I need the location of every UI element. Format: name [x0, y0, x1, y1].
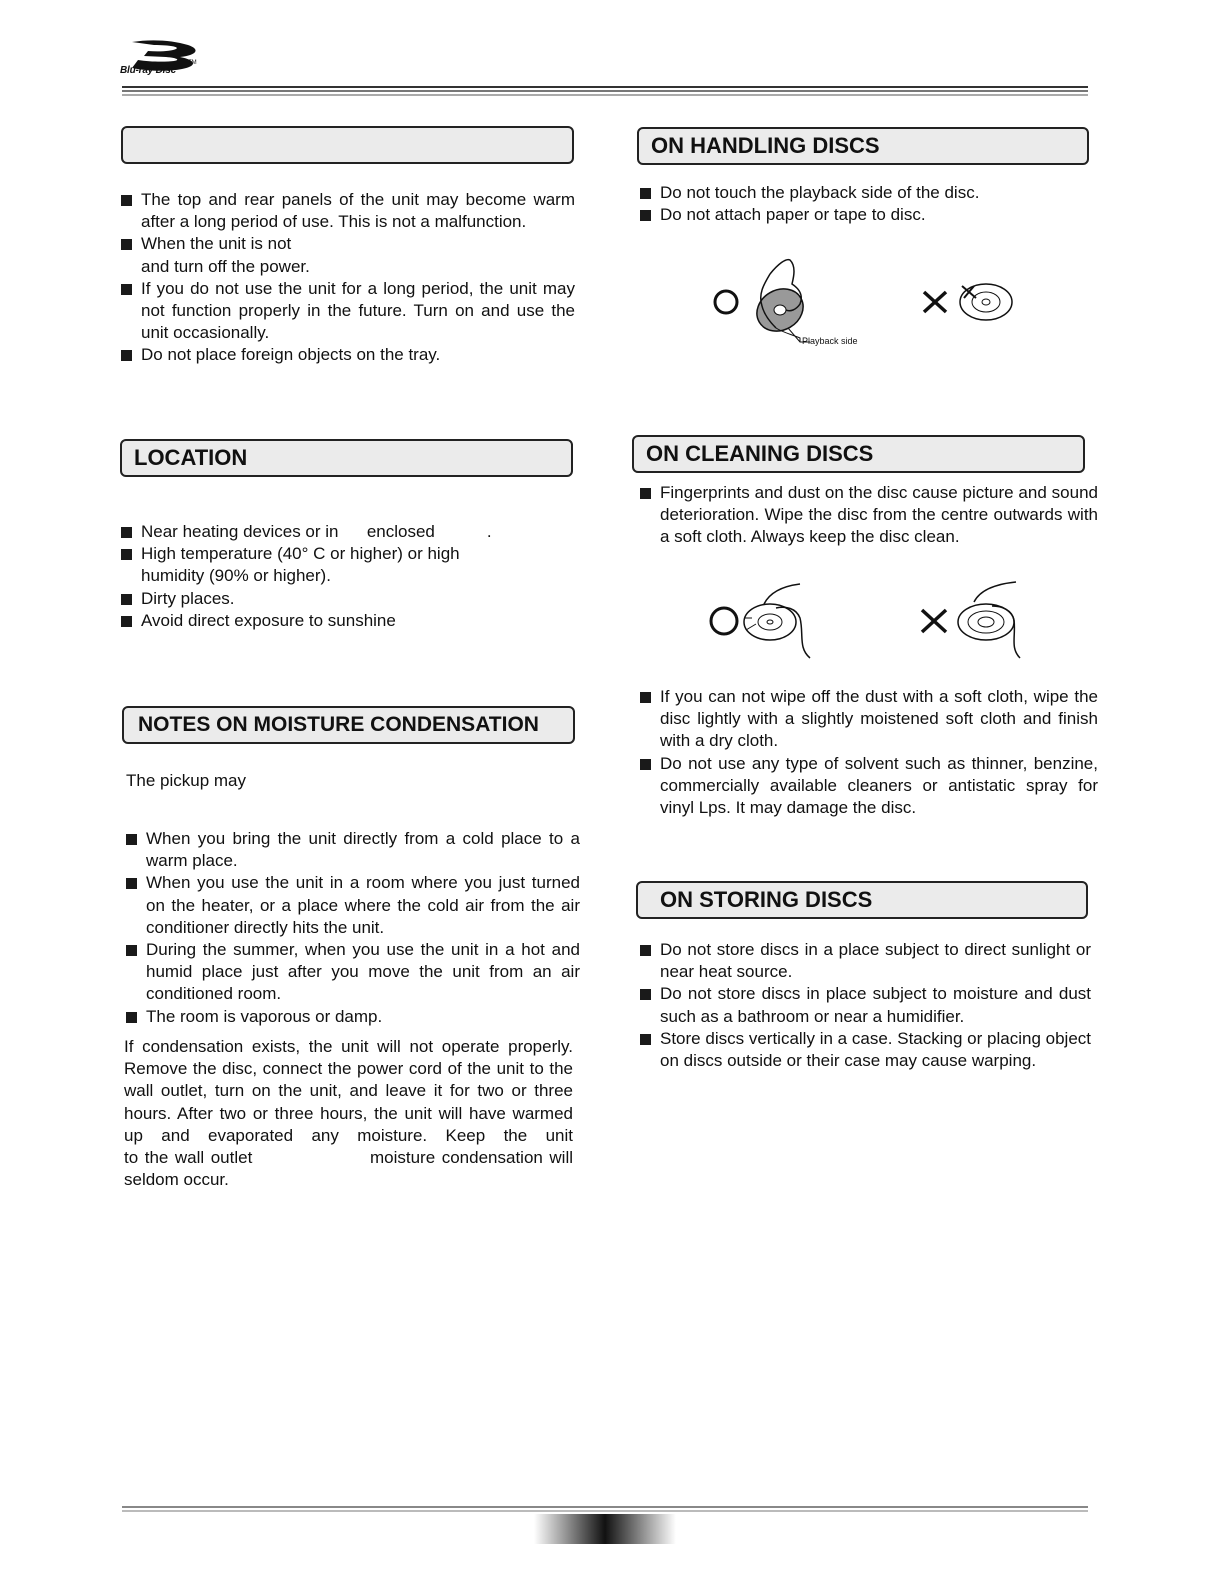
correct-mark-icon — [715, 291, 737, 313]
cleaning-heading: ON CLEANING DISCS — [632, 435, 1085, 473]
list-item: When the unit is not and turn off the power. — [121, 233, 575, 277]
wiping-disc-radial-icon — [744, 584, 810, 658]
incorrect-mark-icon — [924, 292, 946, 312]
list-item: Do not attach paper or tape to disc. — [640, 204, 1090, 226]
list-item: When you use the unit in a room where you just turned on the heater, or a place where the cold air from the air conditioner directly hits the unit. — [126, 872, 580, 939]
cleaning-list-top — [640, 482, 1098, 549]
list-item: Fingerprints and dust on the disc cause picture and sound deterioration. Wipe the disc from the centre outwards with a soft cloth. Always keep the disc clean. — [640, 482, 1098, 549]
list-item: Do not place foreign objects on the tray. — [121, 344, 575, 366]
list-item: Store discs vertically in a case. Stacking or placing object on discs outside or their case may cause warping. — [640, 1028, 1091, 1072]
list-item: Dirty places. — [121, 588, 575, 610]
operation-list — [121, 189, 575, 367]
playback-side-caption: Playback side — [802, 336, 858, 346]
list-item: If you do not use the unit for a long period, the unit may not function properly in the future. Turn on and use the unit occasionally. — [121, 278, 575, 345]
cleaning-list-bottom — [640, 686, 1098, 819]
hand-holding-disc-icon — [749, 260, 811, 342]
footer-rule — [122, 1506, 1088, 1514]
list-item: If you can not wipe off the dust with a soft cloth, wipe the disc lightly with a slightly moistened soft cloth and finish with a dry cloth. — [640, 686, 1098, 753]
trademark-mark: TM — [188, 60, 197, 66]
location-list — [121, 521, 575, 632]
storing-list — [640, 939, 1091, 1072]
location-heading: LOCATION — [120, 439, 573, 477]
list-item: Do not store discs in a place subject to direct sunlight or near heat source. — [640, 939, 1091, 983]
list-item: Near heating devices or in enclosed . — [121, 521, 575, 543]
list-item: Avoid direct exposure to sunshine — [121, 610, 575, 632]
handling-heading: ON HANDLING DISCS — [637, 127, 1089, 165]
list-item: When you bring the unit directly from a cold place to a warm place. — [126, 828, 580, 872]
incorrect-mark-icon — [922, 610, 946, 632]
handling-illustration — [700, 250, 1030, 350]
list-item: Do not use any type of solvent such as thinner, benzine, commercially available cleaners or antistatic spray for vinyl Lps. It may damage the disc. — [640, 753, 1098, 820]
operation-heading — [121, 126, 574, 164]
storing-heading: ON STORING DISCS — [636, 881, 1088, 919]
page-number-tab — [534, 1514, 676, 1544]
list-item: High temperature (40° C or higher) or high humidity (90% or higher). — [121, 543, 575, 587]
header-rule — [122, 86, 1088, 99]
wiping-disc-circular-icon — [958, 582, 1020, 658]
list-item: Do not touch the playback side of the disc. — [640, 182, 1090, 204]
list-item: The top and rear panels of the unit may become warm after a long period of use. This is not a malfunction. — [121, 189, 575, 233]
handling-list — [640, 182, 1090, 226]
moisture-heading: NOTES ON MOISTURE CONDENSATION — [122, 706, 575, 744]
correct-mark-icon — [711, 608, 737, 634]
cleaning-illustration — [700, 578, 1030, 668]
moisture-paragraph: If condensation exists, the unit will not operate properly. Remove the disc, connect the power cord of the unit to the wall outlet, turn on the unit, and leave it for two or three hours. After two or three hours, the unit will have warmed up and evaporated any moisture. Keep the unit to the wall outlet moisture condensation will seldom occur. — [124, 1037, 659, 1190]
list-item: During the summer, when you use the unit in a hot and humid place just after you move the unit from an air conditioned room. — [126, 939, 580, 1006]
disc-with-tape-icon — [960, 284, 1012, 320]
logo-wordmark: Blu-ray Disc — [120, 65, 176, 76]
moisture-intro: The pickup may — [126, 771, 246, 790]
moisture-list — [126, 828, 580, 1028]
list-item: Do not store discs in place subject to moisture and dust such as a bathroom or near a humidifier. — [640, 983, 1091, 1027]
list-item: The room is vaporous or damp. — [126, 1006, 580, 1028]
